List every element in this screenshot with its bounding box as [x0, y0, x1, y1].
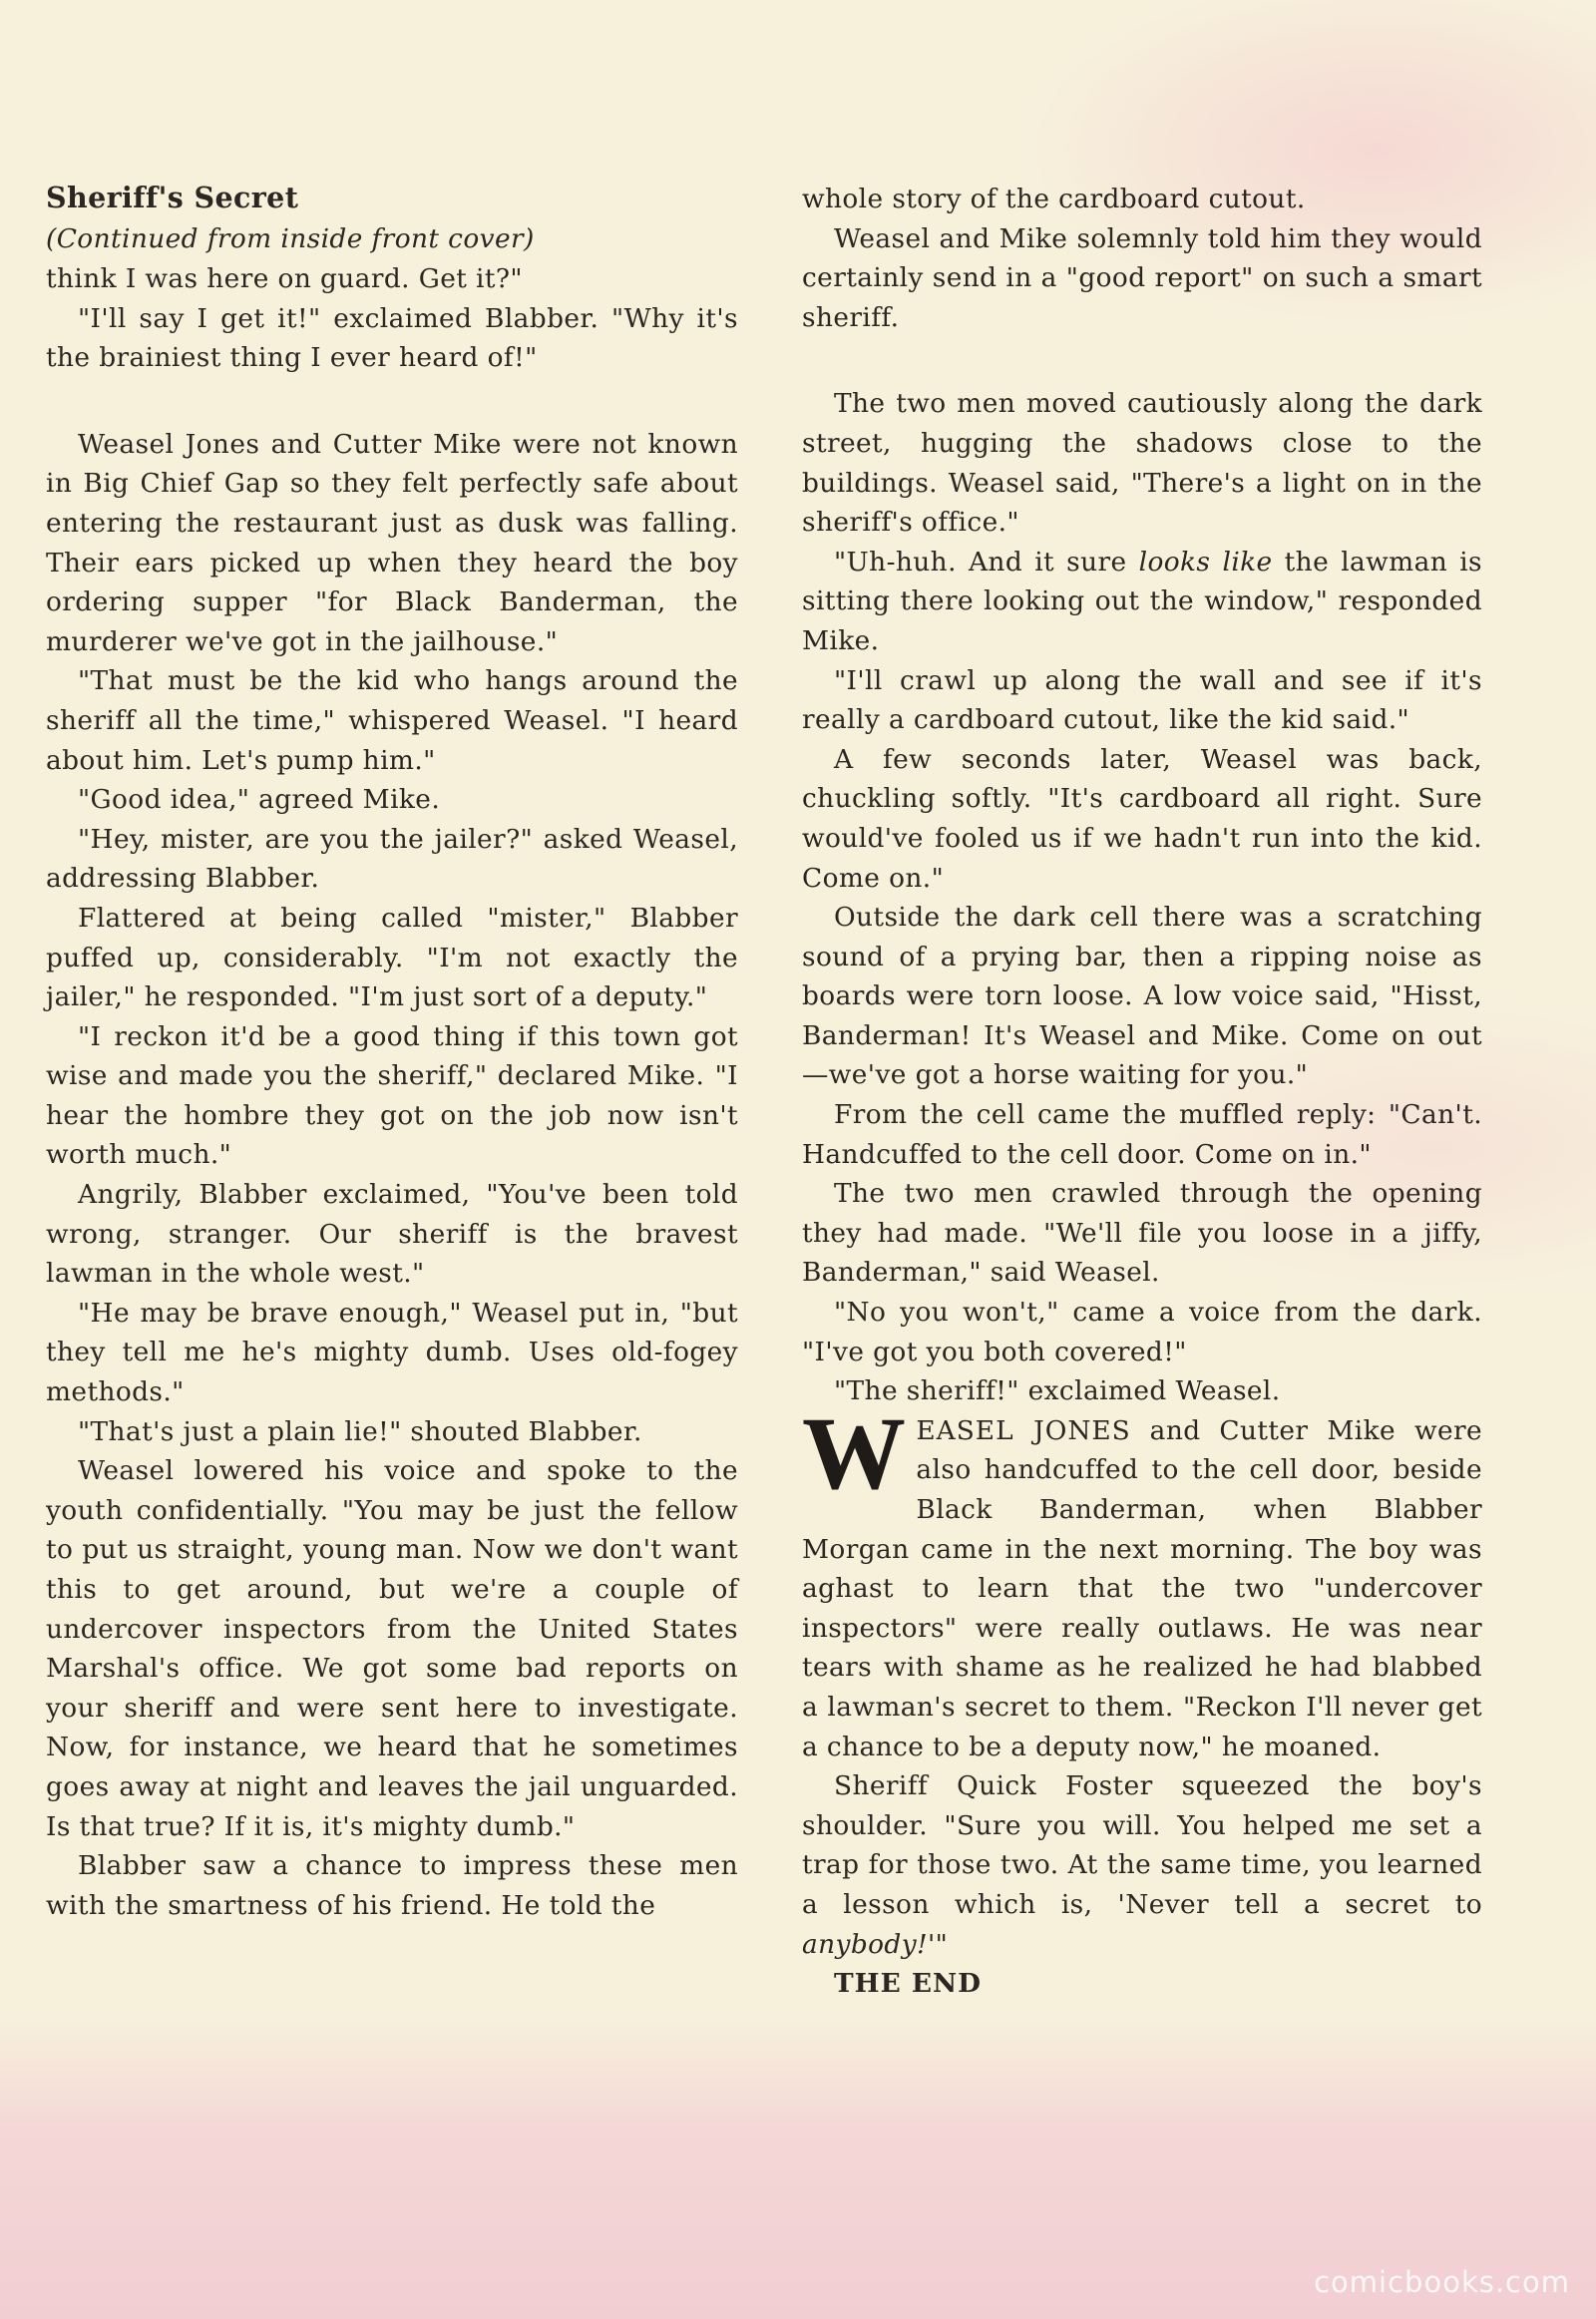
paragraph: Weasel and Mike solemnly told him they would certainly send in a "good report" on such a smart sheriff.	[802, 222, 1482, 333]
continued-note: (Continued from inside front cover)	[46, 223, 535, 254]
drop-cap: W	[802, 1395, 907, 1511]
text-run: Sheriff Quick Foster squeezed the boy's shoulder. "Sure you will. You helped me set a trap for those two. At the same time, you learned a lesson which is, 'Never tell a secret to	[802, 1770, 1482, 1920]
story-title: Sheriff's Secret	[46, 181, 299, 214]
paragraph: Angrily, Blabber exclaimed, "You've been told wrong, stranger. Our sheriff is the bravest lawman in the whole west."	[46, 1179, 738, 1290]
left-column	[46, 176, 738, 1925]
watermark: comicbooks.com	[1314, 2265, 1570, 2299]
paragraph: From the cell came the muffled reply: "Can't. Handcuffed to the cell door. Come on in."	[802, 1099, 1482, 1170]
emphasis: anybody!	[802, 1928, 929, 1960]
paragraph	[802, 1766, 1482, 1964]
paragraph: "I reckon it'd be a good thing if this town got wise and made you the sheriff," declared Mike. "I hear the hombre they got on the job now isn't worth much."	[46, 1020, 738, 1171]
paragraph: "Good idea," agreed Mike.	[78, 784, 441, 816]
paragraph: "That's just a plain lie!" shouted Blabber.	[78, 1415, 642, 1447]
text-run: '"	[928, 1928, 949, 1960]
closing-paragraph	[802, 1395, 1482, 1766]
paragraph: think I was here on guard. Get it?"	[46, 263, 523, 294]
paragraph: Flattered at being called "mister," Blabber puffed up, considerably. "I'm not exactly the jailer," he responded. "I'm just sort of a deputy."	[46, 902, 738, 1013]
paragraph: Weasel lowered his voice and spoke to the youth confidentially. "You may be just the fellow to put us straight, young man. Now we don't want this to get around, but we're a couple of undercover inspectors from the United States Marshal's office. We got some bad reports on your sheriff and were sent here to investigate. Now, for instance, we heard that he sometimes goes away at night and leaves the jail unguarded. Is that true? If it is, it's mighty dumb."	[46, 1455, 738, 1842]
paragraph: The two men crawled through the opening they had made. "We'll file you loose in a jiffy, Banderman," said Weasel.	[802, 1178, 1482, 1289]
the-end: THE END	[834, 1968, 982, 2000]
paragraph: "Hey, mister, are you the jailer?" asked Weasel, addressing Blabber.	[46, 823, 738, 895]
text-run: the lawman is sitting there looking out the window," responded Mike.	[802, 546, 1482, 656]
paragraph: Outside the dark cell there was a scratching sound of a prying bar, then a ripping noise as boards were torn loose. A low voice said, "Hisst, Banderman! It's Weasel and Mike. Come on out—we've got a horse waiting for you."	[802, 902, 1482, 1091]
text-run: "Uh-huh. And it sure	[834, 546, 1139, 578]
text-run: and Cutter Mike were also handcuffed to the cell door, beside Black Banderman, when Blabber Morgan came in the next morning. The boy was aghast to learn that the two "undercover inspectors" were really outlaws. He was near tears with shame as he realized he had blabbed a lawman's secret to them. "Reckon I'll never get a chance to be a deputy now," he moaned.	[802, 1414, 1482, 1762]
paragraph: whole story of the cardboard cutout.	[802, 184, 1306, 214]
paragraph: A few seconds later, Weasel was back, chuckling softly. "It's cardboard all right. Sure would've fooled us if we hadn't run into the kid. Come on."	[802, 743, 1482, 894]
lead-in-caps: EASEL JONES	[916, 1414, 1131, 1446]
paragraph	[802, 543, 1482, 661]
paragraph: Blabber saw a chance to impress these men with the smartness of his friend. He told the	[46, 1850, 738, 1921]
paragraph: "That must be the kid who hangs around the sheriff all the time," whispered Weasel. "I heard about him. Let's pump him."	[46, 665, 738, 776]
paragraph: "I'll crawl up along the wall and see if it's really a cardboard cutout, like the kid said."	[802, 664, 1482, 736]
right-column	[802, 180, 1482, 2004]
paragraph: "The sheriff!" exclaimed Weasel.	[834, 1375, 1281, 1407]
paragraph: "I'll say I get it!" exclaimed Blabber. "Why it's the brainiest thing I ever heard of!"	[46, 302, 738, 374]
paragraph: "No you won't," came a voice from the dark. "I've got you both covered!"	[802, 1297, 1482, 1367]
paragraph: "He may be brave enough," Weasel put in, "but they tell me he's mighty dumb. Uses old-fogey methods."	[46, 1297, 738, 1408]
emphasis: looks like	[1138, 546, 1273, 578]
paragraph: Weasel Jones and Cutter Mike were not known in Big Chief Gap so they felt perfectly safe about entering the restaurant just as dusk was falling. Their ears picked up when they heard the boy ordering supper "for Black Banderman, the murderer we've got in the jailhouse."	[46, 428, 738, 657]
paragraph: The two men moved cautiously along the dark street, hugging the shadows close to the buildings. Weasel said, "There's a light on in the sheriff's office."	[802, 388, 1482, 539]
